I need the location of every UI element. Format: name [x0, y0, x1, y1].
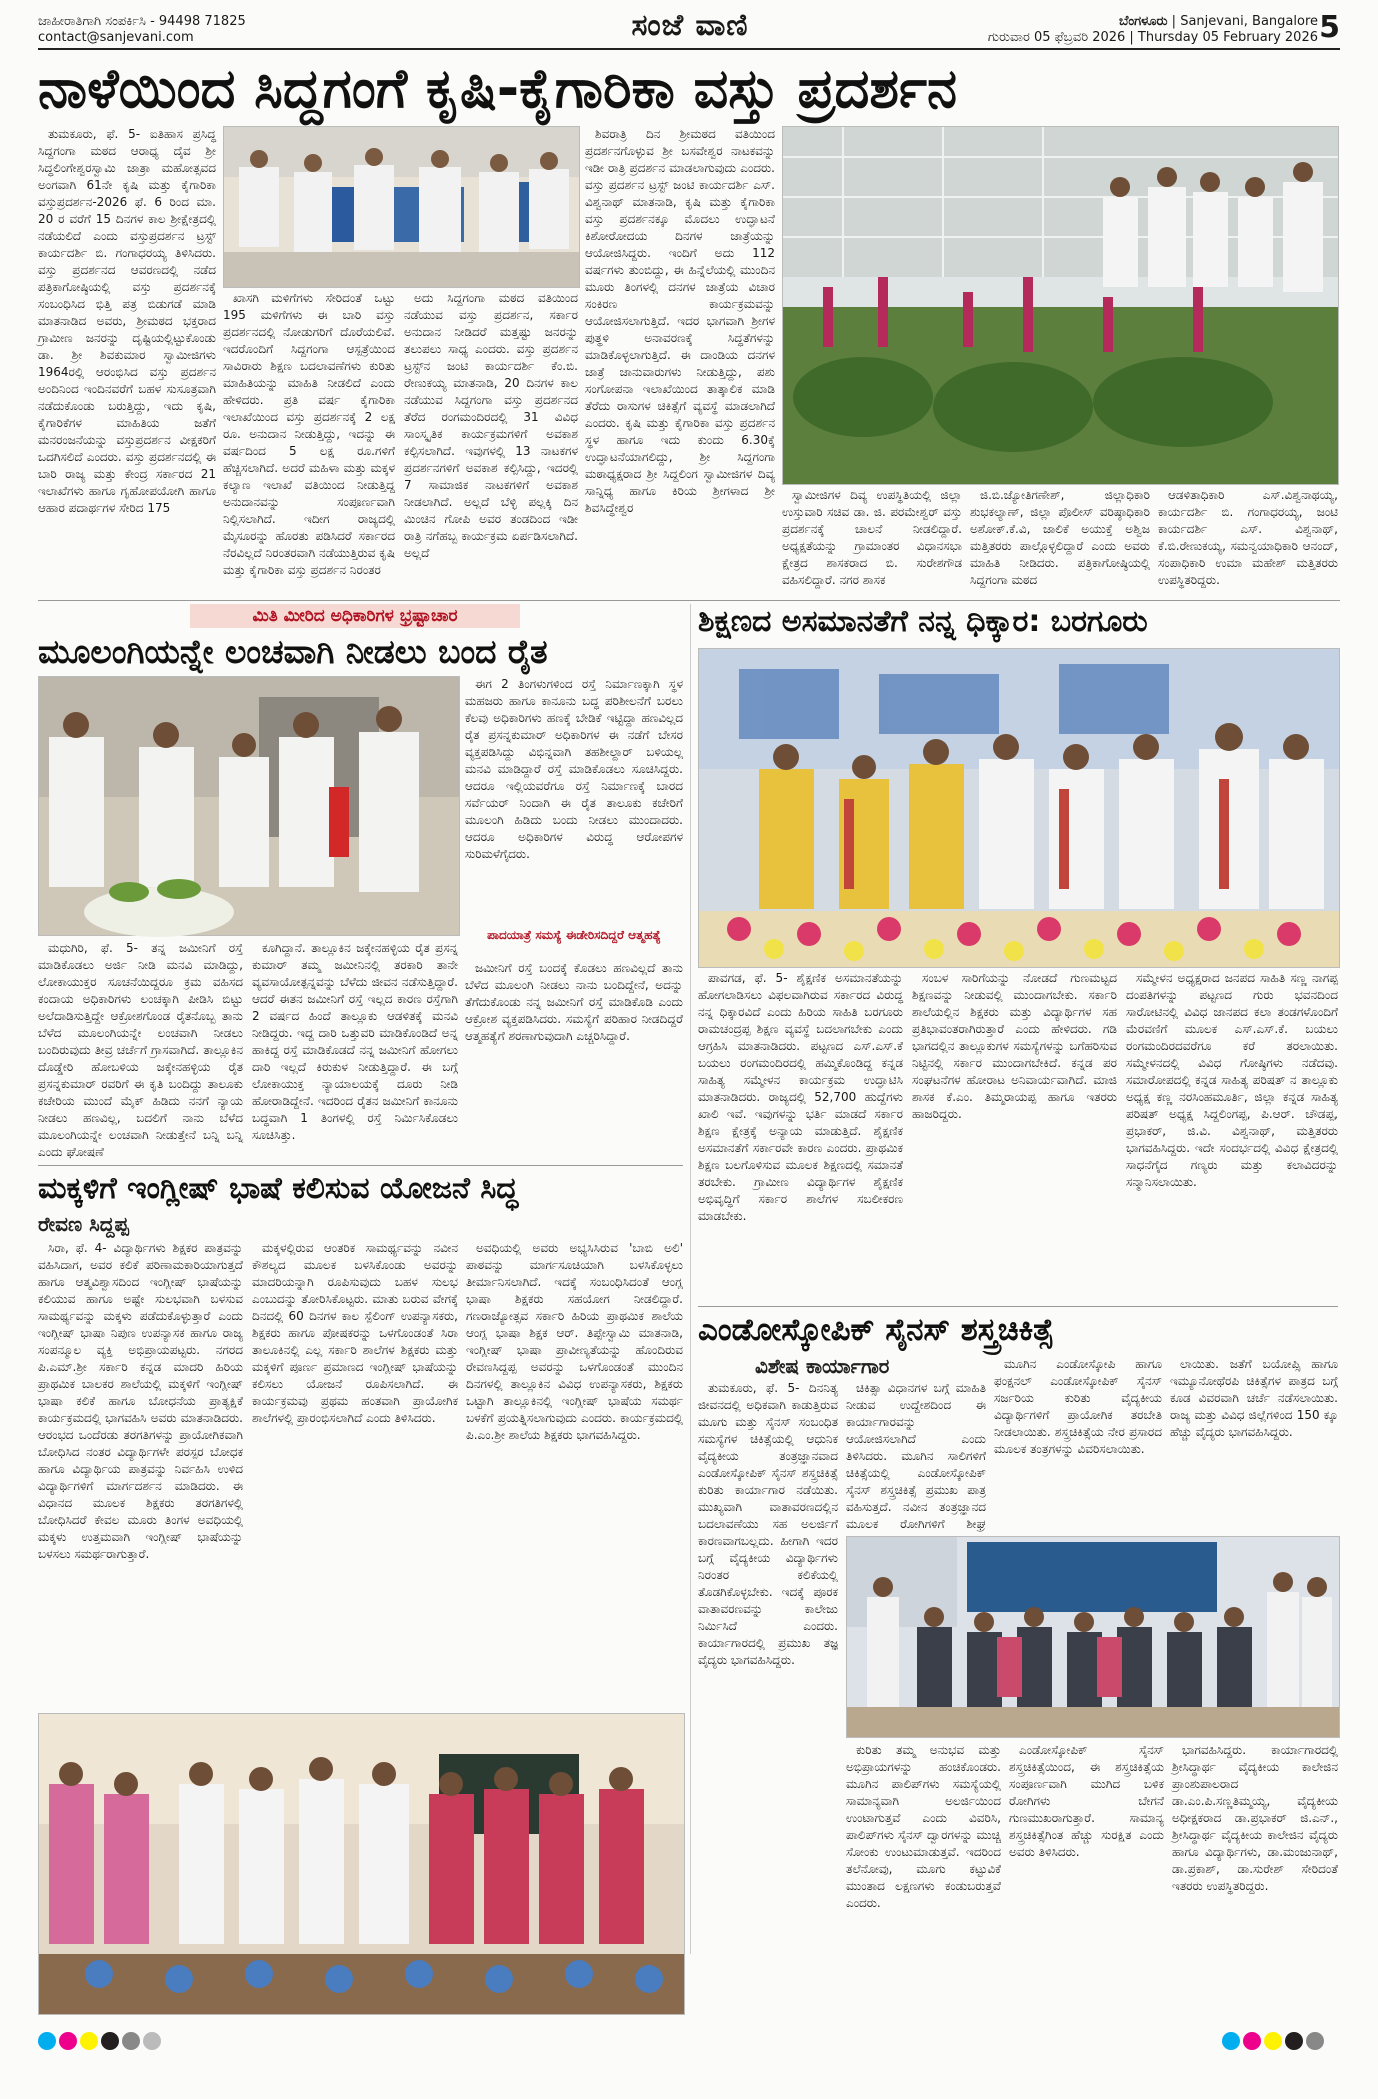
workshop-group-image [847, 1537, 1339, 1737]
story4-col3: ಅವಧಿಯಲ್ಲಿ ಅವರು ಅಭ್ಯಸಿಸಿರುವ 'ಬಾಬಿ ಅಲಿ' ಪಾಠವನ್ನು ಮಾರ್ಗಸೂಚಿಯಾಗಿ ಬಳಸಿಕೊಳ್ಳಲು ತೀರ್ಮಾನಿಸಲಾಗಿದೆ. ಇದಕ್ಕೆ ಸಂಬಂಧಿಸಿದಂತೆ ಆಂಗ್ಲ ಭಾಷಾ ಶಿಕ್ಷಕರು ಸಹಯೋಗ ನೀಡಲಿದ್ದಾರೆ. ಗಣರಾಜ್ಯೋತ್ಸವ ಸರ್ಕಾರಿ ಹಿರಿಯ ಪ್ರಾಥಮಿಕ ಶಾಲೆಯ ಆಂಗ್ಲ ಭಾಷಾ ಶಿಕ್ಷಕ ಆರ್. ತಿಪ್ಪೇಸ್ವಾಮಿ ಮಾತನಾಡಿ, ಇಂಗ್ಲೀಷ್ ಭಾಷಾ ಪ್ರಾವೀಣ್ಯತೆಯನ್ನು ಹೊಂದಿರುವ ರೇವಣಸಿದ್ದಪ್ಪ ಅವರನ್ನು ಒಳಗೊಂಡಂತೆ ಮುಂದಿನ ದಿನಗಳಲ್ಲಿ ತಾಲ್ಲೂಕಿನ ವಿವಿಧ ಉಪನ್ಯಾಸಕರು, ಶಿಕ್ಷಕರು ಒಟ್ಟಾಗಿ ತಾಲ್ಲೂಕಿನಲ್ಲಿ ಇಂಗ್ಲೀಷ್ ಭಾಷೆಯ ಸಮರ್ಥ ಬಳಕೆಗೆ ಪ್ರಯತ್ನಿಸಲಾಗುವುದು ಎಂದರು. ಕಾರ್ಯಕ್ರಮದಲ್ಲಿ ಪಿ.ಎಂ.ಶ್ರೀ ಶಾಲೆಯ ಶಿಕ್ಷಕರು ಭಾಗವಹಿಸಿದ್ದರು. [466, 1241, 683, 1442]
story1-col1: ತುಮಕೂರು, ಫೆ. 5- ಐತಿಹಾಸ ಪ್ರಸಿದ್ಧ ಸಿದ್ದಗಂಗಾ ಮಠದ ಆರಾಧ್ಯ ದೈವ ಶ್ರೀ ಸಿದ್ಧಲಿಂಗೇಶ್ವರಸ್ವಾಮಿ ಜಾತ್ರಾ ಮಹೋತ್ಸವದ ಅಂಗವಾಗಿ 61ನೇ ಕೃಷಿ ಮತ್ತು ಕೈಗಾರಿಕಾ ವಸ್ತುಪ್ರದರ್ಶನ-2026 ಫೆ. 6 ರಿಂದ ಮಾ. 20 ರ ವರೆಗೆ 15 ದಿನಗಳ ಕಾಲ ಶ್ರೀಕ್ಷೇತ್ರದಲ್ಲಿ ನಡೆಯಲಿದೆ ಎಂದು ವಸ್ತುಪ್ರದರ್ಶನ ಟ್ರಸ್ಟ್ ಕಾರ್ಯದರ್ಶಿ ಬಿ. ಗಂಗಾಧರಯ್ಯ ತಿಳಿಸಿದರು. ವಸ್ತು ಪ್ರದರ್ಶನದ ಆವರಣದಲ್ಲಿ ನಡೆದ ಪತ್ರಿಕಾಗೋಷ್ಠಿಯಲ್ಲಿ ವಸ್ತು ಪ್ರದರ್ಶನಕ್ಕೆ ಸಂಬಂಧಿಸಿದ ಭಿತ್ತಿ ಪತ್ರ ಬಿಡುಗಡೆ ಮಾಡಿ ಮಾತನಾಡಿದ ಅವರು, ಶ್ರೀಮಠದ ಭಕ್ತರಾದ ಗ್ರಾಮೀಣ ಜನರನ್ನು ದೃಷ್ಟಿಯಲ್ಲಿಟ್ಟುಕೊಂಡು ಡಾ. ಶ್ರೀ ಶಿವಕುಮಾರ ಸ್ವಾಮೀಜಿಗಳು 1964ರಲ್ಲಿ ಆರಂಭಿಸಿದ ವಸ್ತು ಪ್ರದರ್ಶನ ಅಂದಿನಿಂದ ಇಂದಿನವರೆಗೆ ಬಹಳ ಸುಸೂತ್ರವಾಗಿ ನಡೆದುಕೊಂಡು ಬರುತ್ತಿದ್ದು, ಇದು ಕೃಷಿ, ಕೈಗಾರಿಕೆಗಳ ಮಾಹಿತಿಯ ಜತೆಗೆ ಮನರಂಜನೆಯನ್ನು ವಸ್ತುಪ್ರದರ್ಶನ ವೀಕ್ಷಕರಿಗೆ ಒದಗಿಸಲಿದೆ ಎಂದರು. ವಸ್ತು ಪ್ರದರ್ಶನದಲ್ಲಿ ಈ ಬಾರಿ ರಾಜ್ಯ ಮತ್ತು ಕೇಂದ್ರ ಸರ್ಕಾರದ 21 ಇಲಾಖೆಗಳು ಹಾಗೂ ಗೃಹೋಪಯೋಗಿ ಹಾಗೂ ಆಹಾರ ಪದಾರ್ಥಗಳ ಸೇರಿದ 175 [38, 127, 216, 515]
story2-kicker: ಮಿತಿ ಮೀರಿದ ಅಧಿಕಾರಿಗಳ ಭ್ರಷ್ಟಾಚಾರ [190, 604, 520, 628]
story5-col6: ಎಂಡೋಸ್ಕೋಪಿಕ್ ಸೈನಸ್ ಶಸ್ತ್ರಚಿಕಿತ್ಸೆಯಿಂದ, ಈ ಶಸ್ತ್ರಚಿಕಿತ್ಸೆಯ ಸಂಪೂರ್ಣವಾಗಿ ಮುಗಿದ ಬಳಿಕ ರೋಗಿಗಳು ಬೇಗನೆ ಗುಣಮುಖರಾಗುತ್ತಾರೆ. ಸಾಮಾನ್ಯ ಶಸ್ತ್ರಚಿಕಿತ್ಸೆಗಿಂತ ಹೆಚ್ಚು ಸುರಕ್ಷಿತ ಎಂದು ಅವರು ತಿಳಿಸಿದರು. [1009, 1743, 1164, 1859]
story5-col1: ತುಮಕೂರು, ಫೆ. 5- ದಿನನಿತ್ಯ ಜೀವನದಲ್ಲಿ ಅಧಿಕವಾಗಿ ಕಾಡುತ್ತಿರುವ ಮೂಗು ಮತ್ತು ಸೈನಸ್ ಸಂಬಂಧಿತ ಸಮಸ್ಯೆಗಳ ಚಿಕಿತ್ಸೆಯಲ್ಲಿ ಆಧುನಿಕ ವೈದ್ಯಕೀಯ ತಂತ್ರಜ್ಞಾನವಾದ ಎಂಡೋಸ್ಕೋಪಿಕ್ ಸೈನಸ್ ಶಸ್ತ್ರಚಿಕಿತ್ಸೆ ಕುರಿತು ಕಾರ್ಯಾಗಾರ ನಡೆಯಿತು. ಮುಖ್ಯವಾಗಿ ವಾತಾವರಣದಲ್ಲಿನ ಬದಲಾವಣೆಯು ಸಹ ಅಲರ್ಜಿಗೆ ಕಾರಣವಾಗಬಲ್ಲದು. ಹೀಗಾಗಿ ಇದರ ಬಗ್ಗೆ ವೈದ್ಯಕೀಯ ವಿದ್ಯಾರ್ಥಿಗಳು ನಿರಂತರ ಕಲಿಕೆಯಲ್ಲಿ ತೊಡಗಿಕೊಳ್ಳಬೇಕು. ಇದಕ್ಕೆ ಪೂರಕ ವಾತಾವರಣವನ್ನು ಕಾಲೇಜು ನಿರ್ಮಿಸಿದೆ ಎಂದರು. ಕಾರ್ಯಾಗಾರದಲ್ಲಿ ಪ್ರಮುಖ ತಜ್ಞ ವೈದ್ಯರು ಭಾಗವಹಿಸಿದ್ದರು. [698, 1381, 838, 1667]
flower-exhibition-image [783, 127, 1338, 484]
page-number: 5 [1319, 10, 1340, 45]
story4-byline: ರೇವಣ ಸಿದ್ದಪ್ಪ [38, 1212, 129, 1236]
reg-dot-cyan [1222, 2032, 1240, 2050]
story4-headline: ಮಕ್ಕಳಿಗೆ ಇಂಗ್ಲೀಷ್ ಭಾಷೆ ಕಲಿಸುವ ಯೋಜನೆ ಸಿದ್ಧ [38, 1171, 519, 1206]
story1-photo-exhibition [782, 126, 1339, 485]
masthead [600, 8, 780, 43]
reg-dot-yellow [1264, 2032, 1282, 2050]
school-class-image [39, 1714, 684, 2014]
reg-dot-black [1285, 2032, 1303, 2050]
farmer-radish-image [39, 677, 459, 935]
story2-headline: ಮೂಲಂಗಿಯನ್ನೇ ಲಂಚವಾಗಿ ನೀಡಲು ಬಂದ ರೈತ [38, 632, 548, 671]
story1-col2: ಖಾಸಗಿ ಮಳಿಗೆಗಳು ಸೇರಿದಂತೆ ಒಟ್ಟು 195 ಮಳಿಗೆಗಳು ಈ ಬಾರಿ ವಸ್ತು ಪ್ರದರ್ಶನದಲ್ಲಿ ನೋಡುಗರಿಗೆ ದೊರೆಯಲಿವೆ. ಇದರೊಂದಿಗೆ ಸಿದ್ದಗಂಗಾ ಆಸ್ಪತ್ರೆಯಿಂದ ಸಾವಿರಾರು ಶಿಕ್ಷಣ ಬದಲಾವಣೆಗಳು ಕುರಿತು ಮಾಹಿತಿಯನ್ನು ಮಾಹಿತಿ ನೀಡಲಿದೆ ಎಂದು ಹೇಳಿದರು. ಪ್ರತಿ ವರ್ಷ ಕೈಗಾರಿಕಾ ಇಲಾಖೆಯಿಂದ ವಸ್ತು ಪ್ರದರ್ಶನಕ್ಕೆ 2 ಲಕ್ಷ ರೂ. ಅನುದಾನ ನೀಡುತ್ತಿದ್ದು, ಇದನ್ನು ಈ ವರ್ಷದಿಂದ 5 ಲಕ್ಷ ರೂ.ಗಳಿಗೆ ಹೆಚ್ಚಿಸಲಾಗಿದೆ. ಅದರೆ ಮಹಿಳಾ ಮತ್ತು ಮಕ್ಕಳ ಕಲ್ಯಾಣ ಇಲಾಖೆ ವತಿಯಿಂದ ನೀಡುತ್ತಿದ್ದ ಅನುದಾನವನ್ನು ಸಂಪೂರ್ಣವಾಗಿ ನಿಲ್ಲಿಸಲಾಗಿದೆ. ಇದೀಗ ರಾಜ್ಯದಲ್ಲಿ ಮೈಸೂರನ್ನು ಹೊರತು ಪಡಿಸಿದರೆ ಸರ್ಕಾರದ ನೆರವಿಲ್ಲದೆ ನಿರಂತರವಾಗಿ ನಡೆಯುತ್ತಿರುವ ಕೃಷಿ ಮತ್ತು ಕೈಗಾರಿಕಾ ವಸ್ತು ಪ್ರದರ್ಶನ ನಿರಂತರ [223, 291, 395, 577]
story1-col4: ಶಿವರಾತ್ರಿ ದಿನ ಶ್ರೀಮಠದ ವತಿಯಿಂದ ಪ್ರದರ್ಶನಗೊಳ್ಳುವ ಶ್ರೀ ಬಸವೇಶ್ವರ ನಾಟಕವನ್ನು ಇಡೀ ರಾತ್ರಿ ಪ್ರದರ್ಶನ ಮಾಡಲಾಗುವುದು ಎಂದರು. ವಸ್ತು ಪ್ರದರ್ಶನ ಟ್ರಸ್ಟ್ ಜಂಟಿ ಕಾರ್ಯದರ್ಶಿ ಎಸ್. ವಿಶ್ವನಾಥ್ ಮಾತನಾಡಿ, ಕೃಷಿ ಮತ್ತು ಕೈಗಾರಿಕಾ ವಸ್ತು ಪ್ರದರ್ಶನಕ್ಕೂ ಮೊದಲು ಉದ್ಘಾಟನೆ ಕಿಶೋರೋದಯ ದಿನಗಳ ಜಾತ್ರೆಯನ್ನು ಆಯೋಜಿಸಿದ್ದರು. ಇಂದಿಗೆ ಅದು 112 ವರ್ಷಗಳು ತುಂಬಿದ್ದು, ಈ ಹಿನ್ನೆಲೆಯಲ್ಲಿ ಮುಂದಿನ ಮೂರು ತಿಂಗಳಲ್ಲಿ ದನಗಳ ಜಾತ್ರೆಯ ವಿಚಾರ ಸಂಕಿರಣ ಕಾರ್ಯಕ್ರಮವನ್ನು ಆಯೋಜಿಸಲಾಗುತ್ತಿದೆ. ಇದರ ಭಾಗವಾಗಿ ಶ್ರೀಗಳ ಪುತ್ಥಳಿ ಅನಾವರಣಕ್ಕೆ ಸಿದ್ಧತೆಗಳನ್ನು ಮಾಡಿಕೊಳ್ಳಲಾಗುತ್ತಿದೆ. ಈ ದಾಂಡಿಯ ದನಗಳ ಜಾತ್ರೆ ಜಾನುವಾರುಗಳು ನೀಡುತ್ತಿದ್ದು, ಪಶು ಸಂಗೋಪನಾ ಇಲಾಖೆಯಿಂದ ತಾತ್ಕಾಲಿಕ ಮಾಡಿ ತೆರೆದು ರಾಸುಗಳ ಚಿಕಿತ್ಸೆಗೆ ವ್ಯವಸ್ಥೆ ಮಾಡಲಾಗಿದೆ ಎಂದರು. ಕೃಷಿ ಮತ್ತು ಕೈಗಾರಿಕಾ ವಸ್ತು ಪ್ರದರ್ಶನ ಸ್ಥಳ ಹಾಗೂ ಇದು ಕುಂದು 6.30ಕ್ಕೆ ಉದ್ಘಾಟನೆಯಾಗಲಿದ್ದು, ಶ್ರೀ ಸಿದ್ದಗಂಗಾ ಮಠಾಧ್ಯಕ್ಷರಾದ ಶ್ರೀ ಸಿದ್ದಲಿಂಗ ಸ್ವಾಮೀಜಿಗಳ ದಿವ್ಯ ಸಾನ್ನಿಧ್ಯ ಹಾಗೂ ಕಿರಿಯ ಶ್ರೀಗಳಾದ ಶ್ರೀ ಶಿವಸಿದ್ಧೇಶ್ವರ [585, 127, 775, 515]
story5-col7: ಭಾಗವಹಿಸಿದ್ದರು. ಕಾರ್ಯಾಗಾರದಲ್ಲಿ ಶ್ರೀಸಿದ್ಧಾರ್ಥ ವೈದ್ಯಕೀಯ ಕಾಲೇಜಿನ ಪ್ರಾಂಶುಪಾಲರಾದ ಡಾ.ಎಂ.ಪಿ.ಸಣ್ಣತಿಮ್ಮಯ್ಯ, ವೈದ್ಯಕೀಯ ಅಧೀಕ್ಷಕರಾದ ಡಾ.ಪ್ರಭಾಕರ್ ಜಿ.ಎನ್., ಶ್ರೀಸಿದ್ಧಾರ್ಥ ವೈದ್ಯಕೀಯ ಕಾಲೇಜಿನ ವೈದ್ಯರು ಹಾಗೂ ವಿದ್ಯಾರ್ಥಿಗಳು, ಡಾ.ಮಂಜುನಾಥ್, ಡಾ.ಪ್ರಕಾಶ್, ಡಾ.ಸುರೇಶ್ ಸೇರಿದಂತೆ ಇತರರು ಉಪಸ್ಥಿತರಿದ್ದರು. [1172, 1743, 1338, 1893]
edition: Sanjevani, Bangalore [1180, 14, 1318, 29]
sammelana-stage-image [699, 649, 1339, 967]
story3-col3: ಸಮ್ಮೇಳನ ಅಧ್ಯಕ್ಷರಾದ ಜನಪದ ಸಾಹಿತಿ ಸಣ್ಣ ನಾಗಪ್ಪ ದಂಪತಿಗಳನ್ನು ಪಟ್ಟಣದ ಗುರು ಭವನದಿಂದ ಸಾರೋಟಿನಲ್ಲಿ ವಿವಿಧ ಜಾನಪದ ಕಲಾ ತಂಡಗಳೊಂದಿಗೆ ಮೆರವಣಿಗೆ ಮೂಲಕ ಎಸ್.ಎಸ್.ಕೆ. ಬಯಲು ರಂಗಮಂದಿರದವರೆಗೂ ಕರೆ ತರಲಾಯಿತು. ಸಮ್ಮೇಳನದಲ್ಲಿ ವಿವಿಧ ಗೋಷ್ಠಿಗಳು ನಡೆದವು. ಸಮಾರೋಪದಲ್ಲಿ ಕನ್ನಡ ಸಾಹಿತ್ಯ ಪರಿಷತ್ ನ ತಾಲ್ಲೂಕು ಅಧ್ಯಕ್ಷ ಕಣ್ಣ ನರಸಿಂಹಮೂರ್ತಿ, ಜಿಲ್ಲಾ ಕನ್ನಡ ಸಾಹಿತ್ಯ ಪರಿಷತ್ ಅಧ್ಯಕ್ಷ ಸಿದ್ದಲಿಂಗಪ್ಪ, ಪಿ.ಆರ್. ಚೌಡಪ್ಪ, ಪ್ರಭಾಕರ್, ಜಿ.ವಿ. ವಿಶ್ವನಾಥ್, ಮತ್ತಿತರರು ಭಾಗವಹಿಸಿದ್ದರು. ಇದೇ ಸಂದರ್ಭದಲ್ಲಿ ವಿವಿಧ ಕ್ಷೇತ್ರದಲ್ಲಿ ಸಾಧನೆಗೈದ ಗಣ್ಯರು ಮತ್ತು ಕಲಾವಿದರನ್ನು ಸನ್ಮಾನಿಸಲಾಯಿತು. [1126, 971, 1338, 1189]
story2-col-right: ಈಗ 2 ತಿಂಗಳುಗಳಿಂದ ರಸ್ತೆ ನಿರ್ಮಾಣಕ್ಕಾಗಿ ಸ್ಥಳ ಮಹಜರು ಹಾಗೂ ಕಾನೂನು ಬದ್ಧ ಪರಿಶೀಲನೆಗೆ ಬರಲು ಕೆಲವು ಅಧಿಕಾರಿಗಳು ಹಣಕ್ಕೆ ಬೇಡಿಕೆ ಇಟ್ಟಿದ್ದಾ ಹಣವಿಲ್ಲದ ರೈತ ಪ್ರಸನ್ನಕುಮಾರ್ ಅಧಿಕಾರಿಗಳ ಈ ನಡೆಗೆ ಬೇಸರ ವ್ಯಕ್ತಪಡಿಸಿದ್ದು ವಿಭಿನ್ನವಾಗಿ ತಹಶೀಲ್ದಾರ್ ಬಳಿಯಲ್ಲ ಮನವಿ ಮಾಡಿದ್ದಾರೆ ರಸ್ತೆ ಮಾಡಿಕೊಡಲು ಸೂಚಿಸಿದ್ದರು. ಆದರೂ ಇಲ್ಲಿಯವರೆಗೂ ರಸ್ತೆ ನಿರ್ಮಾಣಕ್ಕೆ ಬಾರದ ಸರ್ವೆಯರ್ ನಿಂದಾಗಿ ಈ ರೈತ ತಾಲೂಕು ಕಚೇರಿಗೆ ಮೂಲಂಗಿ ಹಿಡಿದು ಬಂದು ನೀಡಲು ಮುಂದಾದರು. ಆದರೂ ಅಧಿಕಾರಿಗಳ ವಿರುದ್ಧ ಆರೋಪಗಳ ಸುರಿಮಳೆಗೈದರು. [465, 677, 683, 861]
story3-col1: ಪಾವಗಡ, ಫೆ. 5- ಶೈಕ್ಷಣಿಕ ಅಸಮಾನತೆಯನ್ನು ಹೋಗಲಾಡಿಸಲು ವಿಫಲವಾಗಿರುವ ಸರ್ಕಾರದ ವಿರುದ್ಧ ನನ್ನ ಧಿಕ್ಕಾರವಿದೆ ಎಂದು ಹಿರಿಯ ಸಾಹಿತಿ ಬರಗೂರು ರಾಮಚಂದ್ರಪ್ಪ ಶಿಕ್ಷಣ ವ್ಯವಸ್ಥೆ ಬದಲಾಗಬೇಕು ಎಂದು ಆಗ್ರಹಿಸಿ ಮಾತನಾಡಿದರು. ಪಟ್ಟಣದ ಎಸ್.ಎಸ್.ಕೆ ಬಯಲು ರಂಗಮಂದಿರದಲ್ಲಿ ಹಮ್ಮಿಕೊಂಡಿದ್ದ ಕನ್ನಡ ಸಾಹಿತ್ಯ ಸಮ್ಮೇಳನ ಕಾರ್ಯಕ್ರಮ ಉದ್ಘಾಟಿಸಿ ಮಾತನಾಡಿದರು. ರಾಜ್ಯದಲ್ಲಿ 52,700 ಹುದ್ದೆಗಳು ಖಾಲಿ ಇವೆ. ಇವುಗಳನ್ನು ಭರ್ತಿ ಮಾಡದೆ ಸರ್ಕಾರ ಶಿಕ್ಷಣ ಕ್ಷೇತ್ರಕ್ಕೆ ಅನ್ಯಾಯ ಮಾಡುತ್ತಿದೆ. ಶೈಕ್ಷಣಿಕ ಅಸಮಾನತೆಗೆ ಸರ್ಕಾರವೇ ಕಾರಣ ಎಂದರು. ಪ್ರಾಥಮಿಕ ಶಿಕ್ಷಣ ಬಲಗೊಳಿಸುವ ಮೂಲಕ ಶಿಕ್ಷಣದಲ್ಲಿ ಸಮಾನತೆ ತರಬೇಕು. ಗ್ರಾಮೀಣ ವಿದ್ಯಾರ್ಥಿಗಳ ಶೈಕ್ಷಣಿಕ ಅಭಿವೃದ್ಧಿಗೆ ಸರ್ಕಾರ ಶಾಲೆಗಳ ಸಬಲೀಕರಣ ಮಾಡಬೇಕು. [698, 971, 903, 1223]
header-dateline [988, 14, 1318, 46]
reg-dot-black [101, 2032, 119, 2050]
reg-dot-light [143, 2032, 161, 2050]
masthead-title: ಸಂಜೆ ವಾಣಿ [631, 8, 749, 43]
story1-headline: ನಾಳೆಯಿಂದ ಸಿದ್ದಗಂಗೆ ಕೃಷಿ-ಕೈಗಾರಿಕಾ ವಸ್ತು ಪ್ರದರ್ಶನ [38, 57, 958, 120]
story5-headline: ಎಂಡೋಸ್ಕೋಪಿಕ್ ಸೈನಸ್ ಶಸ್ತ್ರಚಿಕಿತ್ಸೆ [698, 1312, 1054, 1348]
story2-photo [38, 676, 460, 936]
registration-marks-right [1222, 2032, 1327, 2054]
story3-col2: ಸಂಬಳ ಸಾರಿಗೆಯನ್ನು ನೋಡದೆ ಗುಣಮಟ್ಟದ ಶಿಕ್ಷಣವನ್ನು ನೀಡುವಲ್ಲಿ ಮುಂದಾಗಬೇಕು. ಸರ್ಕಾರಿ ಶಾಲೆಯಲ್ಲಿನ ಶಿಕ್ಷಕರು ಮತ್ತು ವಿದ್ಯಾರ್ಥಿಗಳ ಸಹ ಪ್ರತಿಭಾವಂತರಾಗಿರುತ್ತಾರೆ ಎಂದು ಹೇಳಿದರು. ಗಡಿ ಭಾಗದಲ್ಲಿನ ತಾಲ್ಲೂಕುಗಳ ಸಮಸ್ಯೆಗಳನ್ನು ಬಗೆಹರಿಸುವ ನಿಟ್ಟಿನಲ್ಲಿ ಸರ್ಕಾರ ಮುಂದಾಗಬೇಕಿದೆ. ಕನ್ನಡ ಪರ ಸಂಘಟನೆಗಳ ಹೋರಾಟ ಅನಿವಾರ್ಯವಾಗಿದೆ. ಮಾಜಿ ಶಾಸಕ ಕೆ.ಎಂ. ತಿಮ್ಮರಾಯಪ್ಪ ಹಾಗೂ ಇತರರು ಹಾಜರಿದ್ದರು. [912, 971, 1117, 1121]
reg-dot-grey [122, 2032, 140, 2050]
column-separator [690, 604, 691, 1954]
story4-col2: ಮಕ್ಕಳಲ್ಲಿರುವ ಆಂತರಿಕ ಸಾಮರ್ಥ್ಯವನ್ನು ನವೀನ ಕೌಶಲ್ಯದ ಮೂಲಕ ಬಳಸಿಕೊಂಡು ಅವರನ್ನು ಮಾದರಿಯನ್ನಾಗಿ ರೂಪಿಸುವುದು ಬಹಳ ಸುಲಭ ಎಂಬುದನ್ನು ತೋರಿಸಿಕೊಟ್ಟರು. ಮಾತು ಬರುವ ವೇಗಕ್ಕೆ ದಿನದಲ್ಲಿ 60 ದಿನಗಳ ಕಾಲ ಸ್ಪೆಲಿಂಗ್ ಉಪನ್ಯಾಸಕರು, ಶಿಕ್ಷಕರು ಹಾಗೂ ಪೋಷಕರನ್ನು ಒಳಗೊಂಡಂತೆ ಸಿರಾ ತಾಲೂಕಿನಲ್ಲಿ ಎಲ್ಲ ಸರ್ಕಾರಿ ಶಾಲೆಗಳ ಶಿಕ್ಷಕರು ಮತ್ತು ಮಕ್ಕಳಿಗೆ ಪೂರ್ಣ ಪ್ರಮಾಣದ ಇಂಗ್ಲೀಷ್ ಭಾಷೆಯನ್ನು ಕಲಿಸಲು ಯೋಜನೆ ರೂಪಿಸಲಾಗಿದೆ. ಈ ಕಾರ್ಯಕ್ರಮವು ಪ್ರಥಮ ಹಂತವಾಗಿ ಪ್ರಾಯೋಗಿಕ ಶಾಲೆಗಳಲ್ಲಿ ಪ್ರಾರಂಭಿಸಲಾಗಿದೆ ಎಂದು ತಿಳಿಸಿದರು. [252, 1241, 458, 1425]
story3-divider [698, 1306, 1338, 1307]
story5-col4: ಲಾಯಿತು. ಜತೆಗೆ ಬಯೋಪ್ಸಿ ಹಾಗೂ ಇಮ್ಯೂನೋಥೆರಪಿ ಚಿಕಿತ್ಸೆಗಳ ಪಾತ್ರದ ಬಗ್ಗೆ ಕೂಡ ವಿವರವಾಗಿ ಚರ್ಚೆ ನಡೆಸಲಾಯಿತು. ರಾಜ್ಯ ಮತ್ತು ವಿವಿಧ ಜಿಲ್ಲೆಗಳಿಂದ 150 ಕ್ಕೂ ಹೆಚ್ಚು ವೈದ್ಯರು ಭಾಗವಹಿಸಿದ್ದರು. [1170, 1357, 1338, 1439]
reg-dot-cyan [38, 2032, 56, 2050]
header-rule [38, 48, 1340, 50]
story1-col6: ಜಿ.ಬಿ.ಜ್ಯೋತಿಗಣೇಶ್, ಜಿಲ್ಲಾಧಿಕಾರಿ ಶುಭಕಲ್ಯಾಣ್, ಜಿಲ್ಲಾ ಪೊಲೀಸ್ ವರಿಷ್ಠಾಧಿಕಾರಿ ಅಶೋಕ್.ಕೆ.ವಿ, ಜಾಲಿಕೆ ಅಯುಕ್ತೆ ಅಶ್ವಿಜ ಮತ್ತಿತರರು ಪಾಲ್ಗೊಳ್ಳಲಿದ್ದಾರೆ ಎಂದು ಅವರು ಮಾಹಿತಿ ನೀಡಿದರು. ಪತ್ರಿಕಾಗೋಷ್ಠಿಯಲ್ಲಿ ಸಿದ್ದಗಂಗಾ ಮಠದ [970, 488, 1150, 587]
story3-headline: ಶಿಕ್ಷಣದ ಅಸಮಾನತೆಗೆ ನನ್ನ ಧಿಕ್ಕಾರ: ಬರಗೂರು [698, 604, 1148, 639]
story2-subhead: ಪಾದಯಾತ್ರೆ ಸಮಸ್ಯೆ ಈಡೇರಿಸದಿದ್ದರೆ ಆತ್ಮಹತ್ಯೆ [487, 928, 661, 942]
story5-col3: ಮೂಗಿನ ಎಂಡೋಸ್ಕೋಪಿ ಹಾಗೂ ಫಂಕ್ಷನಲ್ ಎಂಡೋಸ್ಕೋಪಿಕ್ ಸೈನಸ್ ಸರ್ಜರಿಯ ಕುರಿತು ವೈದ್ಯಕೀಯ ವಿದ್ಯಾರ್ಥಿಗಳಿಗೆ ಪ್ರಾಯೋಗಿಕ ತರಬೇತಿ ನೀಡಲಾಯಿತು. ಶಸ್ತ್ರಚಿಕಿತ್ಸೆಯ ನೇರ ಪ್ರಸಾರದ ಮೂಲಕ ತಂತ್ರಗಳನ್ನು ವಿವರಿಸಲಾಯಿತು. [994, 1357, 1162, 1456]
story2-col2: ಕೂಗಿದ್ದಾನೆ. ತಾಲ್ಲೂಕಿನ ಜಕ್ಕೇನಹಳ್ಳಿಯ ರೈತ ಪ್ರಸನ್ನ ಕುಮಾರ್ ತಮ್ಮ ಜಮೀನಿನಲ್ಲಿ ತರಕಾರಿ ತಾನೇ ವ್ಯವಸಾಯೋತ್ಪನ್ನವನ್ನು ಬೆಳೆದು ಜೀವನ ನಡೆಸುತ್ತಿದ್ದಾರೆ. ಆದರೆ ಈತನ ಜಮೀನಿಗೆ ರಸ್ತೆ ಇಲ್ಲದ ಕಾರಣ ರಸ್ತೆಗಾಗಿ 2 ವರ್ಷದ ಹಿಂದೆ ತಾಲ್ಲೂಕು ಆಡಳಿತಕ್ಕೆ ಮನವಿ ನೀಡಿದ್ದರು. ಇದ್ದ ದಾರಿ ಒತ್ತುವರಿ ಮಾಡಿಕೊಂಡಿದೆ ಅನ್ನ ಹಾಕಿದ್ದ ರಸ್ತೆ ಮಾಡಿಕೊಡದೆ ನನ್ನ ಜಮೀನಿಗೆ ಹೋಗಲು ದಾರಿ ಇಲ್ಲದೆ ಕಿರುಕುಳ ನೀಡುತ್ತಿದ್ದಾರೆ. ಈ ಬಗ್ಗೆ ಲೋಕಾಯುಕ್ತ ನ್ಯಾಯಾಲಯಕ್ಕೆ ದೂರು ನೀಡಿ ಹೋರಾಡಿದ್ದೇನೆ. ಇದರಿಂದ ರೈತನ ಜಮೀನಿಗೆ ಕಾನೂನು ಬದ್ಧವಾಗಿ 1 ತಿಂಗಳಲ್ಲಿ ರಸ್ತೆ ನಿರ್ಮಿಸಿಕೊಡಲು ಸೂಚಿಸಿತ್ತು. [252, 941, 458, 1142]
story5-col2: ಚಿಕಿತ್ಸಾ ವಿಧಾನಗಳ ಬಗ್ಗೆ ಮಾಹಿತಿ ನೀಡುವ ಉದ್ದೇಶದಿಂದ ಈ ಕಾರ್ಯಾಗಾರವನ್ನು ಆಯೋಜಿಸಲಾಗಿದೆ ಎಂದು ತಿಳಿಸಿದರು. ಮೂಗಿನ ಸಾಲಿಗಳಿಗೆ ಚಿಕಿತ್ಸೆಯಲ್ಲಿ ಎಂಡೋಸ್ಕೋಪಿಕ್ ಸೈನಸ್ ಶಸ್ತ್ರಚಿಕಿತ್ಸೆ ಪ್ರಮುಖ ಪಾತ್ರ ವಹಿಸುತ್ತದೆ. ನವೀನ ತಂತ್ರಜ್ಞಾನದ ಮೂಲಕ ರೋಗಿಗಳಿಗೆ ಶೀಘ್ರ [846, 1381, 986, 1531]
contact-email[interactable]: contact@sanjevani.com [38, 30, 194, 45]
header-contact [38, 14, 246, 46]
registration-marks-left [38, 2032, 164, 2054]
edition-line: ಬೆಂಗಳೂರು | Sanjevani, Bangalore [1118, 14, 1318, 29]
reg-dot-grey [1306, 2032, 1324, 2050]
story1-divider [38, 600, 1340, 601]
reg-dot-magenta [59, 2032, 77, 2050]
story1-col7: ಆಡಳಿತಾಧಿಕಾರಿ ಎಸ್.ವಿಶ್ವನಾಥಯ್ಯ, ಕಾರ್ಯದರ್ಶಿ ಬಿ. ಗಂಗಾಧರಯ್ಯ, ಜಂಟಿ ಕಾರ್ಯದರ್ಶಿ ಎಸ್. ವಿಶ್ವನಾಥ್, ಕೆ.ಬಿ.ರೇಣುಕಯ್ಯ, ಸಮನ್ವಯಾಧಿಕಾರಿ ಆನಂದ್, ಸಂಪಾಧಿಕಾರಿ ಉಮಾ ಮಹೇಶ್ ಮತ್ತಿತರರು ಉಪಸ್ಥಿತರಿದ್ದರು. [1158, 488, 1338, 587]
story4-col1: ಸಿರಾ, ಫೆ. 4- ವಿದ್ಯಾರ್ಥಿಗಳು ಶಿಕ್ಷಕರ ಪಾತ್ರವನ್ನು ವಹಿಸಿದಾಗ, ಅವರ ಕಲಿಕೆ ಪರಿಣಾಮಕಾರಿಯಾಗುತ್ತದೆ ಹಾಗೂ ಆತ್ಮವಿಶ್ವಾಸದಿಂದ ಇಂಗ್ಲೀಷ್ ಭಾಷೆಯನ್ನು ಕಲಿಯುವ ಹಾಗೂ ಅಷ್ಟೇ ಸುಲಭವಾಗಿ ಬಳಸುವ ಸಾಮರ್ಥ್ಯವನ್ನು ಮಕ್ಕಳು ಪಡೆದುಕೊಳ್ಳುತ್ತಾರೆ ಎಂದು ಇಂಗ್ಲೀಷ್ ಭಾಷಾ ನಿಪುಣ ಉಪನ್ಯಾಸಕ ಹಾಗೂ ರಾಜ್ಯ ಸಂಪನ್ಮೂಲ ವ್ಯಕ್ತಿ ಅಭಿಪ್ರಾಯಪಟ್ಟರು. ನಗರದ ಪಿ.ಎಮ್.ಶ್ರೀ ಸರ್ಕಾರಿ ಕನ್ನಡ ಮಾದರಿ ಹಿರಿಯ ಪ್ರಾಥಮಿಕ ಬಾಲಕರ ಶಾಲೆಯಲ್ಲಿ ಮಕ್ಕಳಿಗೆ ಇಂಗ್ಲೀಷ್ ಭಾಷಾ ಕಲಿಕೆ ಹಾಗೂ ಬೋಧನೆಯ ಪ್ರಾತ್ಯಕ್ಷಿಕೆ ಕಾರ್ಯಕ್ರಮದಲ್ಲಿ ಭಾಗವಹಿಸಿ ಅವರು ಮಾತನಾಡಿದರು. ಆರಂಭದ ಒಂದೆರಡು ತರಗತಿಗಳನ್ನು ಪ್ರಾಯೋಗಿಕವಾಗಿ ಬೋಧಿಸಿದ ನಂತರ ವಿದ್ಯಾರ್ಥಿಗಳೇ ಪರಸ್ಪರ ಬೋಧಕ ಹಾಗೂ ವಿದ್ಯಾರ್ಥಿಯ ಪಾತ್ರವನ್ನು ನಿರ್ವಹಿಸಿ ಉಳಿದ ವಿದ್ಯಾರ್ಥಿಗಳಿಗೆ ಮಾರ್ಗದರ್ಶನ ಮಾಡಿದರು. ಈ ವಿಧಾನದ ಮೂಲಕ ಶಿಕ್ಷಕರು ತರಗತಿಗಳಲ್ಲಿ ಬೋಧಿಸಿದರೆ ಕೇವಲ ಮೂರು ತಿಂಗಳ ಅವಧಿಯಲ್ಲಿ ಮಕ್ಕಳು ಉತ್ತಮವಾಗಿ ಇಂಗ್ಲೀಷ್ ಭಾಷೆಯನ್ನು ಬಳಸಲು ಸಮರ್ಥರಾಗುತ್ತಾರೆ. [38, 1241, 243, 1561]
story5-col5: ಕುರಿತು ತಮ್ಮ ಅನುಭವ ಮತ್ತು ಅಭಿಪ್ರಾಯಗಳನ್ನು ಹಂಚಿಕೊಂಡರು. ಮೂಗಿನ ಪಾಲಿಪ್‌ಗಳು ಸಮಸ್ಯೆಯಲ್ಲಿ ಸಾಮಾನ್ಯವಾಗಿ ಅಲರ್ಜಿಯಿಂದ ಉಂಟಾಗುತ್ತವೆ ಎಂದು ವಿವರಿಸಿ, ಪಾಲಿಪ್‌ಗಳು ಸೈನಸ್ ದ್ವಾರಗಳನ್ನು ಮುಚ್ಚಿ ಸೋಂಕು ಉಂಟುಮಾಡುತ್ತವೆ. ಇದರಿಂದ ತಲೆನೋವು, ಮೂಗು ಕಟ್ಟುವಿಕೆ ಮುಂತಾದ ಲಕ್ಷಣಗಳು ಕಂಡುಬರುತ್ತವೆ ಎಂದರು. [846, 1743, 1001, 1910]
story2-divider [38, 1165, 683, 1166]
story5-photo [846, 1536, 1340, 1738]
date: ಗುರುವಾರ 05 ಫೆಬ್ರವರಿ 2026 | Thursday 05 February 2026 [987, 30, 1318, 45]
story4-photo [38, 1713, 685, 2015]
ad-phone: ಜಾಹೀರಾತಿಗಾಗಿ ಸಂಪರ್ಕಿಸಿ - 94498 71825 [38, 14, 246, 29]
story1-col3: ಅದು ಸಿದ್ದಗಂಗಾ ಮಠದ ವತಿಯಿಂದ ನಡೆಯುವ ವಸ್ತು ಪ್ರದರ್ಶನ, ಸರ್ಕಾರ ಅನುದಾನ ನೀಡಿದರೆ ಮತ್ತಷ್ಟು ಜನರನ್ನು ತಲುಪಲು ಸಾಧ್ಯ ಎಂದರು. ವಸ್ತು ಪ್ರದರ್ಶನ ಟ್ರಸ್ಟ್‌ನ ಜಂಟಿ ಕಾರ್ಯದರ್ಶಿ ಕೆಂ.ಬಿ. ರೇಣುಕಯ್ಯ ಮಾತನಾಡಿ, 20 ದಿನಗಳ ಕಾಲ ನಡೆಯುವ ಸಿದ್ದಗಂಗಾ ವಸ್ತು ಪ್ರದರ್ಶನದ ತೆರೆದ ರಂಗಮಂದಿರದಲ್ಲಿ 31 ವಿವಿಧ ಸಾಂಸ್ಕೃತಿಕ ಕಾರ್ಯಕ್ರಮಗಳಿಗೆ ಅವಕಾಶ ಕಲ್ಪಿಸಲಾಗಿದೆ. ಇವುಗಳಲ್ಲಿ 13 ನಾಟಕಗಳ ಪ್ರದರ್ಶನಗಳಿಗೆ ಅವಕಾಶ ಕಲ್ಪಿಸಿದ್ದು, ಇದರಲ್ಲಿ 7 ಸಾಮಾಜಿಕ ನಾಟಕಗಳಿಗೆ ಅವಕಾಶ ನೀಡಲಾಗಿದೆ. ಅಲ್ಲದೆ ಬೆಳ್ಳಿ ಪಲ್ಲಕ್ಕಿ ದಿನ ಮಿಂಚಿನ ಗೋಪಿ ಅವರ ತಂಡದಿಂದ ಇಡೀ ರಾತ್ರಿ ನಗೆಹಬ್ಬ ಕಾರ್ಯಕ್ರಮ ಏರ್ಪಡಿಸಲಾಗಿದೆ. ಅಲ್ಲದೆ [404, 291, 578, 560]
story2-col-right2: ಜಮೀನಿಗೆ ರಸ್ತೆ ಬಂದಕ್ಕೆ ಕೊಡಲು ಹಣವಿಲ್ಲದೆ ತಾನು ಬೆಳೆದ ಮೂಲಂಗಿ ನೀಡಲು ನಾನು ಬಂದಿದ್ದೇನೆ, ಅದನ್ನು ತೆಗೆದುಕೊಂಡು ನನ್ನ ಜಮೀನಿಗೆ ರಸ್ತೆ ಮಾಡಿಕೊಡಿ ಎಂದು ಆಕ್ರೋಶ ವ್ಯಕ್ತಪಡಿಸಿದರು. ಸಮಸ್ಯೆಗೆ ಪರಿಹಾರ ನೀಡದಿದ್ದರೆ ಆತ್ಮಹತ್ಯೆಗೆ ಶರಣಾಗುವುದಾಗಿ ಎಚ್ಚರಿಸಿದ್ದಾರೆ. [465, 961, 683, 1043]
story1-col5: ಸ್ವಾಮೀಜಿಗಳ ದಿವ್ಯ ಉಪಸ್ಥಿತಿಯಲ್ಲಿ ಜಿಲ್ಲಾ ಉಸ್ತುವಾರಿ ಸಚಿವ ಡಾ. ಜಿ. ಪರಮೇಶ್ವರ್ ವಸ್ತು ಪ್ರದರ್ಶನಕ್ಕೆ ಚಾಲನೆ ನೀಡಲಿದ್ದಾರೆ. ಅಧ್ಯಕ್ಷತೆಯನ್ನು ಗ್ರಾಮಾಂತರ ವಿಧಾನಸಭಾ ಕ್ಷೇತ್ರದ ಶಾಸಕರಾದ ಬಿ. ಸುರೇಶಗೌಡ ವಹಿಸಲಿದ್ದಾರೆ. ನಗರ ಶಾಸಕ [782, 488, 962, 587]
reg-dot-magenta [1243, 2032, 1261, 2050]
story3-photo [698, 648, 1340, 968]
press-meet-image [224, 127, 579, 287]
story5-byline: ವಿಶೇಷ ಕಾರ್ಯಾಗಾರ [755, 1354, 890, 1378]
story2-col1: ಮಧುಗಿರಿ, ಫೆ. 5- ತನ್ನ ಜಮೀನಿಗೆ ರಸ್ತೆ ಮಾಡಿಕೊಡಲು ಅರ್ಜಿ ನೀಡಿ ಮನವಿ ಮಾಡಿದ್ದು, ಲೋಕಾಯುಕ್ತರ ಸೂಚನೆಯಿದ್ದರೂ ಕ್ರಮ ವಹಿಸದ ಕಂದಾಯ ಅಧಿಕಾರಿಗಳು ಲಂಚಕ್ಕಾಗಿ ಪೀಡಿಸಿ ಬಿಟ್ಟು ಅಲೆದಾಡಿಸುತ್ತಿದ್ದೇ ಆಕ್ರೋಶಗೊಂಡ ರೈತನೊಬ್ಬ ತಾನು ಬೆಳೆದ ಮೂಲಂಗಿಯನ್ನೇ ಲಂಚವಾಗಿ ನೀಡಲು ಬಂದಿರುವುದು ತೀವ್ರ ಚರ್ಚೆಗೆ ಗ್ರಾಸವಾಗಿದೆ. ತಾಲ್ಲೂಕಿನ ದೊಡ್ಡೇರಿ ಹೋಬಳಿಯ ಜಕ್ಕೇನಹಳ್ಳಿಯ ರೈತ ಪ್ರಸನ್ನಕುಮಾರ್ ರವರಿಗೆ ಈ ಕೃತಿ ಬಂದಿದ್ದು ತಾಲೂಕು ಕಚೇರಿಯ ಮುಂದೆ ಮೈಕ್ ಹಿಡಿದು ನನಗೆ ನ್ಯಾಯ ನೀಡಲು ಹಣವಿಲ್ಲ, ಬದಲಿಗೆ ನಾನು ಬೆಳೆದ ಮೂಲಂಗಿಯನ್ನೇ ಲಂಚವಾಗಿ ನೀಡುತ್ತೇನೆ ಬನ್ನಿ ಬನ್ನಿ ಎಂದು ಘೋಷಣೆ [38, 941, 243, 1159]
story1-photo-press [223, 126, 580, 288]
city: ಬೆಂಗಳೂರು [1118, 14, 1168, 29]
reg-dot-yellow [80, 2032, 98, 2050]
